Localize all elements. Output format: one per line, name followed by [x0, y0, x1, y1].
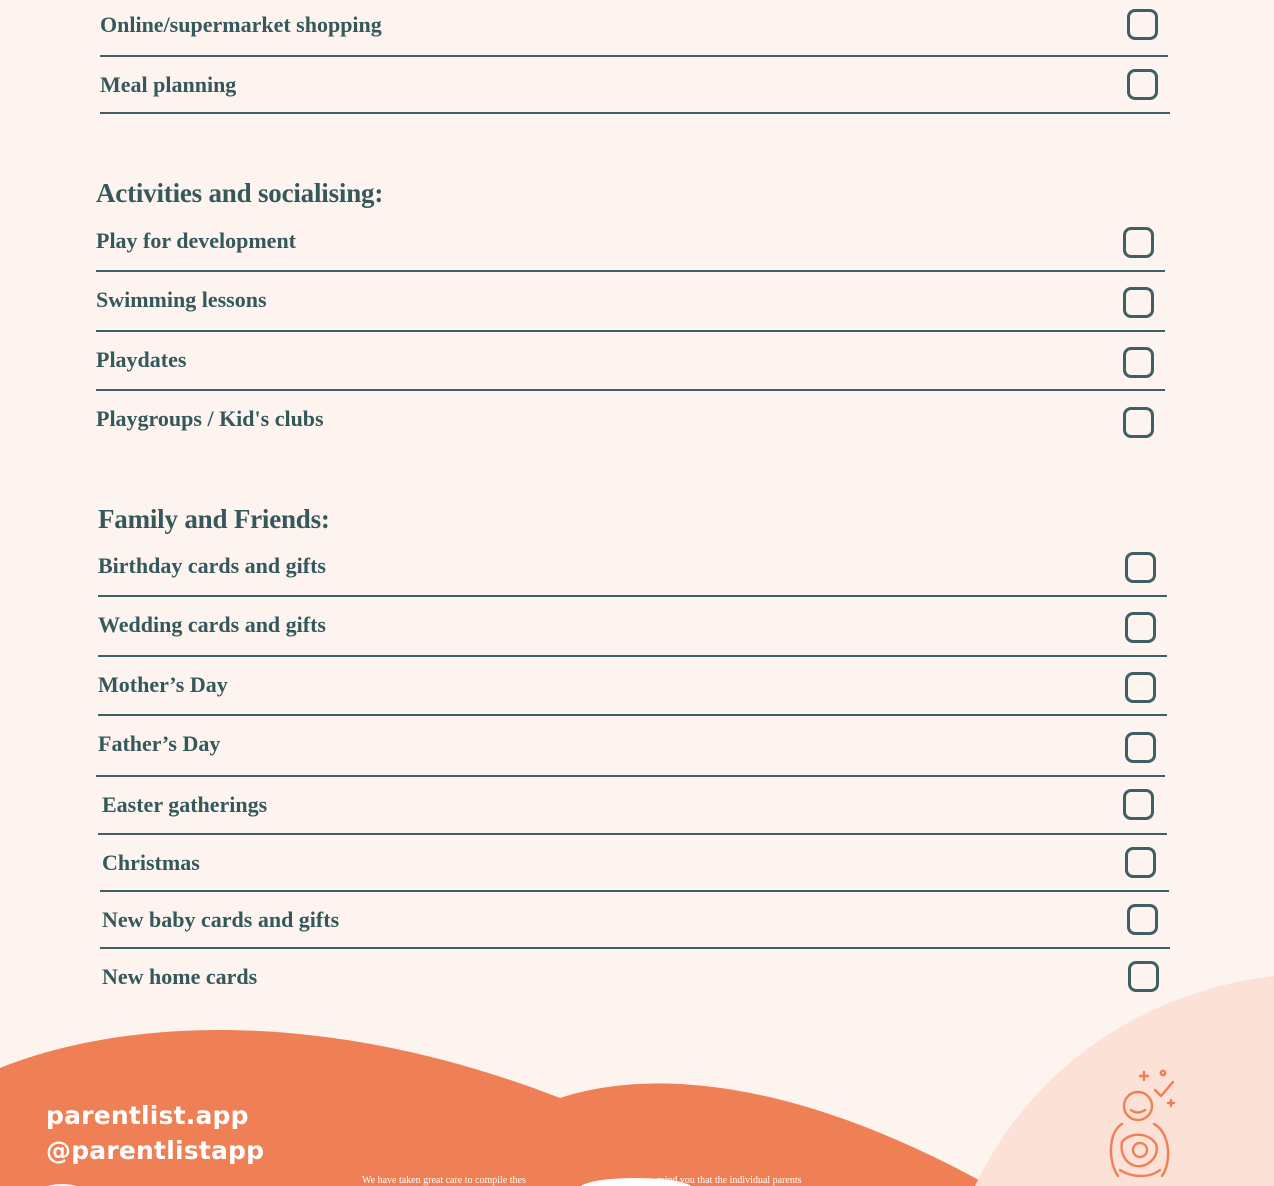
item-label: Playdates — [96, 347, 187, 372]
disclaimer-text-right: mind you that the individual parents — [656, 1175, 802, 1186]
item-label: Online/supermarket shopping — [100, 12, 382, 37]
item-label: New baby cards and gifts — [102, 907, 340, 932]
item-label: Play for development — [96, 228, 297, 253]
disclaimer-text-left: We have taken great care to compile thes — [362, 1175, 526, 1186]
item-label: Playgroups / Kid's clubs — [96, 406, 324, 431]
item-label: Birthday cards and gifts — [98, 553, 326, 578]
item-label: New home cards — [102, 964, 258, 989]
section-heading-activities: Activities and socialising: — [96, 178, 384, 208]
footer-handle[interactable]: @parentlistapp — [46, 1136, 265, 1165]
checkmark-sparkle-icon — [1140, 1071, 1174, 1106]
item-label: Swimming lessons — [96, 287, 267, 312]
item-label: Meal planning — [100, 72, 237, 97]
item-label: Father’s Day — [98, 731, 221, 756]
item-label: Mother’s Day — [98, 672, 228, 697]
item-label: Wedding cards and gifts — [98, 612, 326, 637]
item-label: Easter gatherings — [102, 792, 268, 817]
footer-disclaimer — [362, 1175, 892, 1186]
footer-website[interactable]: parentlist.app — [46, 1101, 249, 1130]
parent-baby-icon — [1100, 1066, 1190, 1186]
section-heading-family: Family and Friends: — [98, 504, 330, 534]
item-label: Christmas — [102, 850, 200, 875]
